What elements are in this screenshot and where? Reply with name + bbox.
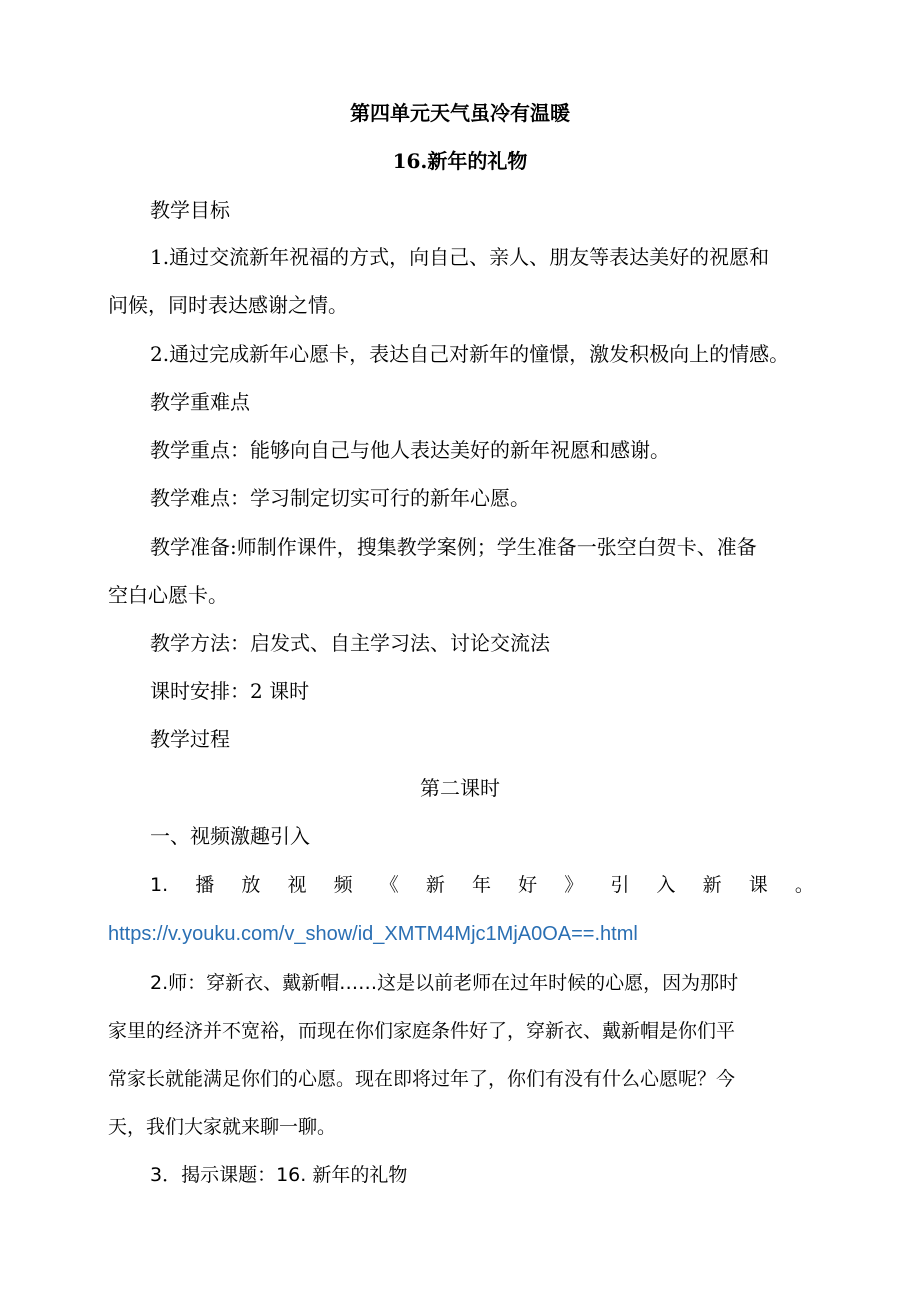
teaching-goals-heading: 教学目标 <box>150 198 230 222</box>
goal-1-line-1: 1.通过交流新年祝福的方式，向自己、亲人、朋友等表达美好的祝愿和 <box>150 245 770 269</box>
step-1-line <box>150 871 814 899</box>
step-1-part: 好 <box>518 874 538 896</box>
class-schedule: 课时安排：2 课时 <box>150 679 310 703</box>
step-1-part: 视 <box>287 874 307 896</box>
preparation-line-1: 教学准备:师制作课件，搜集教学案例；学生准备一张空白贺卡、准备 <box>150 535 757 559</box>
step-2-line-2: 家里的经济并不宽裕，而现在你们家庭条件好了，穿新衣、戴新帽是你们平 <box>108 1020 736 1042</box>
step-1-part: 新 <box>425 874 445 896</box>
video-link[interactable]: https://v.youku.com/v_show/id_XMTM4Mjc1MjA0OA==.html <box>108 923 638 945</box>
step-1-part: 课 <box>748 874 768 896</box>
goal-2: 2.通过完成新年心愿卡，表达自己对新年的憧憬，激发积极向上的情感。 <box>150 342 790 366</box>
preparation-line-2: 空白心愿卡。 <box>108 583 228 607</box>
session-title: 第二课时 <box>420 776 500 800</box>
step-1-part: 》 <box>564 874 584 896</box>
teaching-methods: 教学方法：启发式、自主学习法、讨论交流法 <box>150 631 550 655</box>
unit-title: 第四单元天气虽冷有温暖 <box>350 101 570 125</box>
step-1-part: 。 <box>794 874 814 896</box>
teaching-process-heading: 教学过程 <box>150 727 230 751</box>
step-2-line-3: 常家长就能满足你们的心愿。现在即将过年了，你们有没有什么心愿呢？今 <box>108 1068 736 1090</box>
step-1-part: 新 <box>702 874 722 896</box>
step-1-part: 入 <box>656 874 676 896</box>
section-1-heading: 一、视频激趣引入 <box>150 824 310 848</box>
key-difficult-heading: 教学重难点 <box>150 390 250 414</box>
step-1-part: 《 <box>379 874 399 896</box>
step-1-part: 播 <box>195 874 215 896</box>
difficult-point: 教学难点：学习制定切实可行的新年心愿。 <box>150 486 530 510</box>
key-point: 教学重点：能够向自己与他人表达美好的新年祝愿和感谢。 <box>150 438 670 462</box>
step-2-line-4: 天，我们大家就来聊一聊。 <box>108 1116 337 1138</box>
step-1-part: 频 <box>333 874 353 896</box>
step-1-part: 放 <box>241 874 261 896</box>
step-1-part: 年 <box>472 874 492 896</box>
step-3: 3．揭示课题：16. 新年的礼物 <box>150 1164 408 1186</box>
lesson-title: 16.新年的礼物 <box>392 149 528 173</box>
step-1-part: 1. <box>150 874 169 896</box>
step-2-line-1: 2.师：穿新衣、戴新帽……这是以前老师在过年时候的心愿，因为那时 <box>150 972 739 994</box>
goal-1-line-2: 问候，同时表达感谢之情。 <box>108 293 348 317</box>
step-1-part: 引 <box>610 874 630 896</box>
